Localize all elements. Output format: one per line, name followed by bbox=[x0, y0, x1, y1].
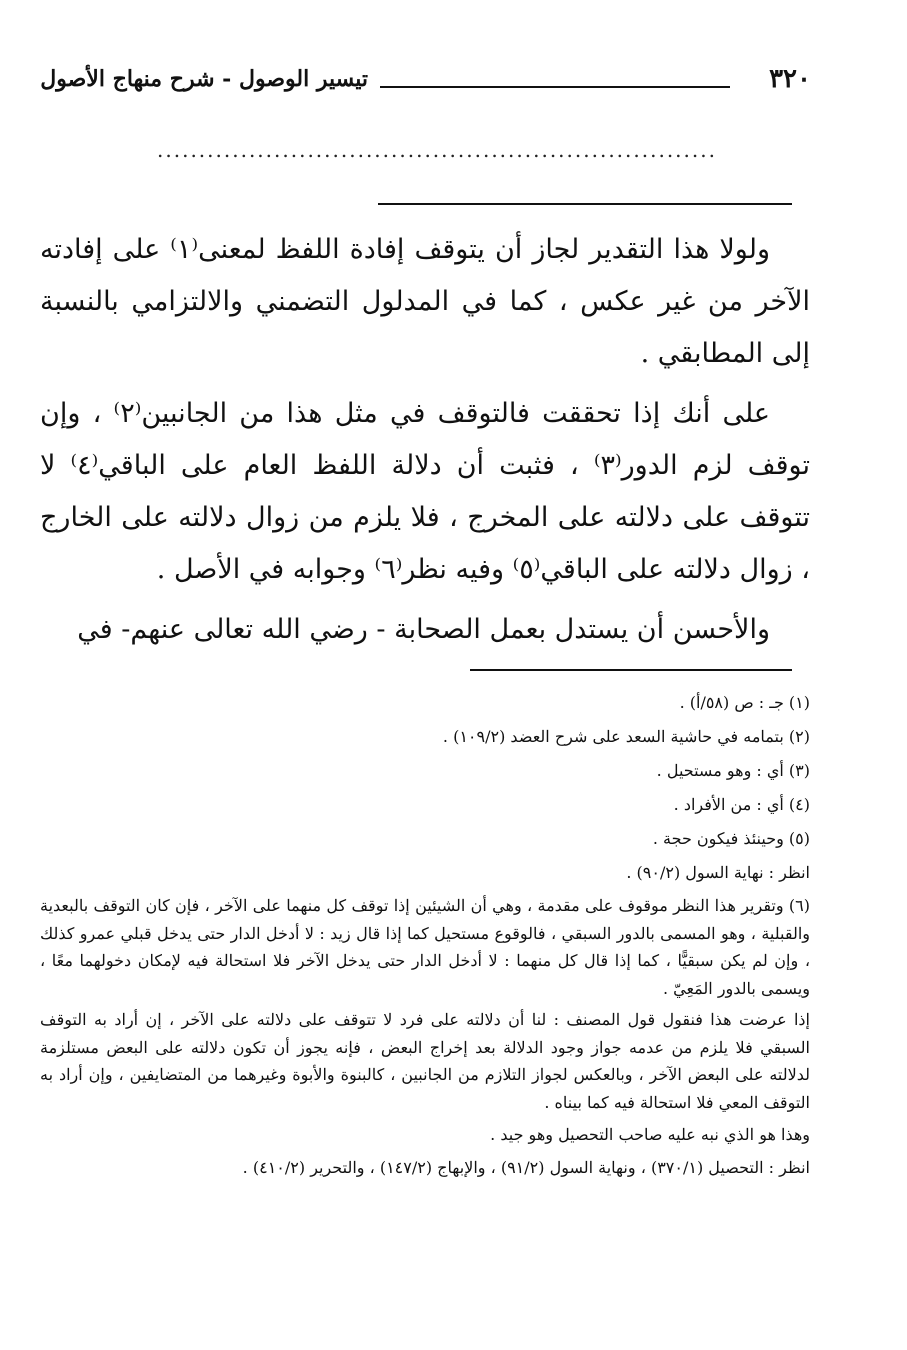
paragraph: ولولا هذا التقدير لجاز أن يتوقف إفادة اللفظ لمعنى⁽١⁾ على إفادته الآخر من غير عكس ، كما في المدلول التضمني والالتزامي بالنسبة إلى المطابقي . bbox=[40, 234, 810, 369]
page-number: ٣٢٠ bbox=[769, 64, 811, 94]
header-rule bbox=[380, 86, 730, 88]
main-text bbox=[40, 224, 810, 664]
footnote-6: (٦) وتقرير هذا النظر موقوف على مقدمة ، وهي أن الشيئين إذا توقف كل منهما على الآخر ، فإن كان التوقف بالبعدية والقبلية ، وهو المسمى بالدور السبقي ، فالوقوع مستحيل كما إذا قال زيد : لا أدخل الدار حتى يدخل قبلي عمرو كذلك ، وإن لم يكن سبقيًّا ، كما إذا قال كل منهما : لا أدخل الدار حتى يدخل الآخر فلا استحالة فيه لإمكان دخولهما معًا ، ويسمى بالدور المَعِيّ . bbox=[40, 896, 811, 998]
footnote-3: (٣) أي : وهو مستحيل . bbox=[656, 761, 810, 780]
footnote-5: (٥) وحينئذ فيكون حجة . bbox=[652, 829, 810, 848]
running-title: تيسير الوصول - شرح منهاج الأصول bbox=[40, 66, 368, 92]
footnote-1: (١) جـ : ص (٥٨/أ) . bbox=[679, 693, 810, 712]
footnote-2: (٢) بتمامه في حاشية السعد على شرح العضد (١٠٩/٢) . bbox=[442, 727, 810, 746]
paragraph: والأحسن أن يستدل بعمل الصحابة - رضي الله تعالى عنهم- في bbox=[77, 614, 770, 645]
footnote-4: (٤) أي : من الأفراد . bbox=[673, 795, 810, 814]
section-rule bbox=[378, 203, 792, 205]
footnote-6-continuation: إذا عرضت هذا فنقول قول المصنف : لنا أن دلالته على فرد لا تتوقف على دلالته على الآخر ، إن أراد به التوقف السبقي فلا يلزم من عدمه جواز وجود الدلالة بعد إخراج البعض ، فإنه يجوز أن تكون دلالته على البعض مستلزمة لدلالته على البعض الآخر ، وبالعكس لجواز التلازم من الجانبين ، كالبنوة والأبوة وغيرهما من المتضايفين ، وإن أراد به التوقف المعي فلا استحالة فيه كما بيناه . bbox=[40, 1010, 811, 1112]
paragraph: على أنك إذا تحققت فالتوقف في مثل هذا من الجانبين⁽٢⁾ ، وإن توقف لزم الدور⁽٣⁾ ، فثبت أن دلالة اللفظ العام على الباقي⁽٤⁾ لا تتوقف على دلالته على المخرج ، فلا يلزم من زوال دلالته على الخارج ، زوال دلالته على الباقي⁽٥⁾ وفيه نظر⁽٦⁾ وجوابه في الأصل . bbox=[40, 398, 810, 585]
footnotes bbox=[40, 688, 810, 1186]
footnote-6-note: وهذا هو الذي نبه عليه صاحب التحصيل وهو جيد . bbox=[490, 1125, 810, 1144]
footnote-separator bbox=[470, 669, 792, 671]
footnote-5-reference: انظر : نهاية السول (٩٠/٢) . bbox=[626, 863, 810, 882]
footnote-6-reference: انظر : التحصيل (٣٧٠/١) ، ونهاية السول (٩١/٢) ، والإبهاج (١٤٧/٢) ، والتحرير (٤١٠/٢) . bbox=[242, 1158, 810, 1177]
omission-dots: ................................................................... bbox=[157, 138, 717, 162]
